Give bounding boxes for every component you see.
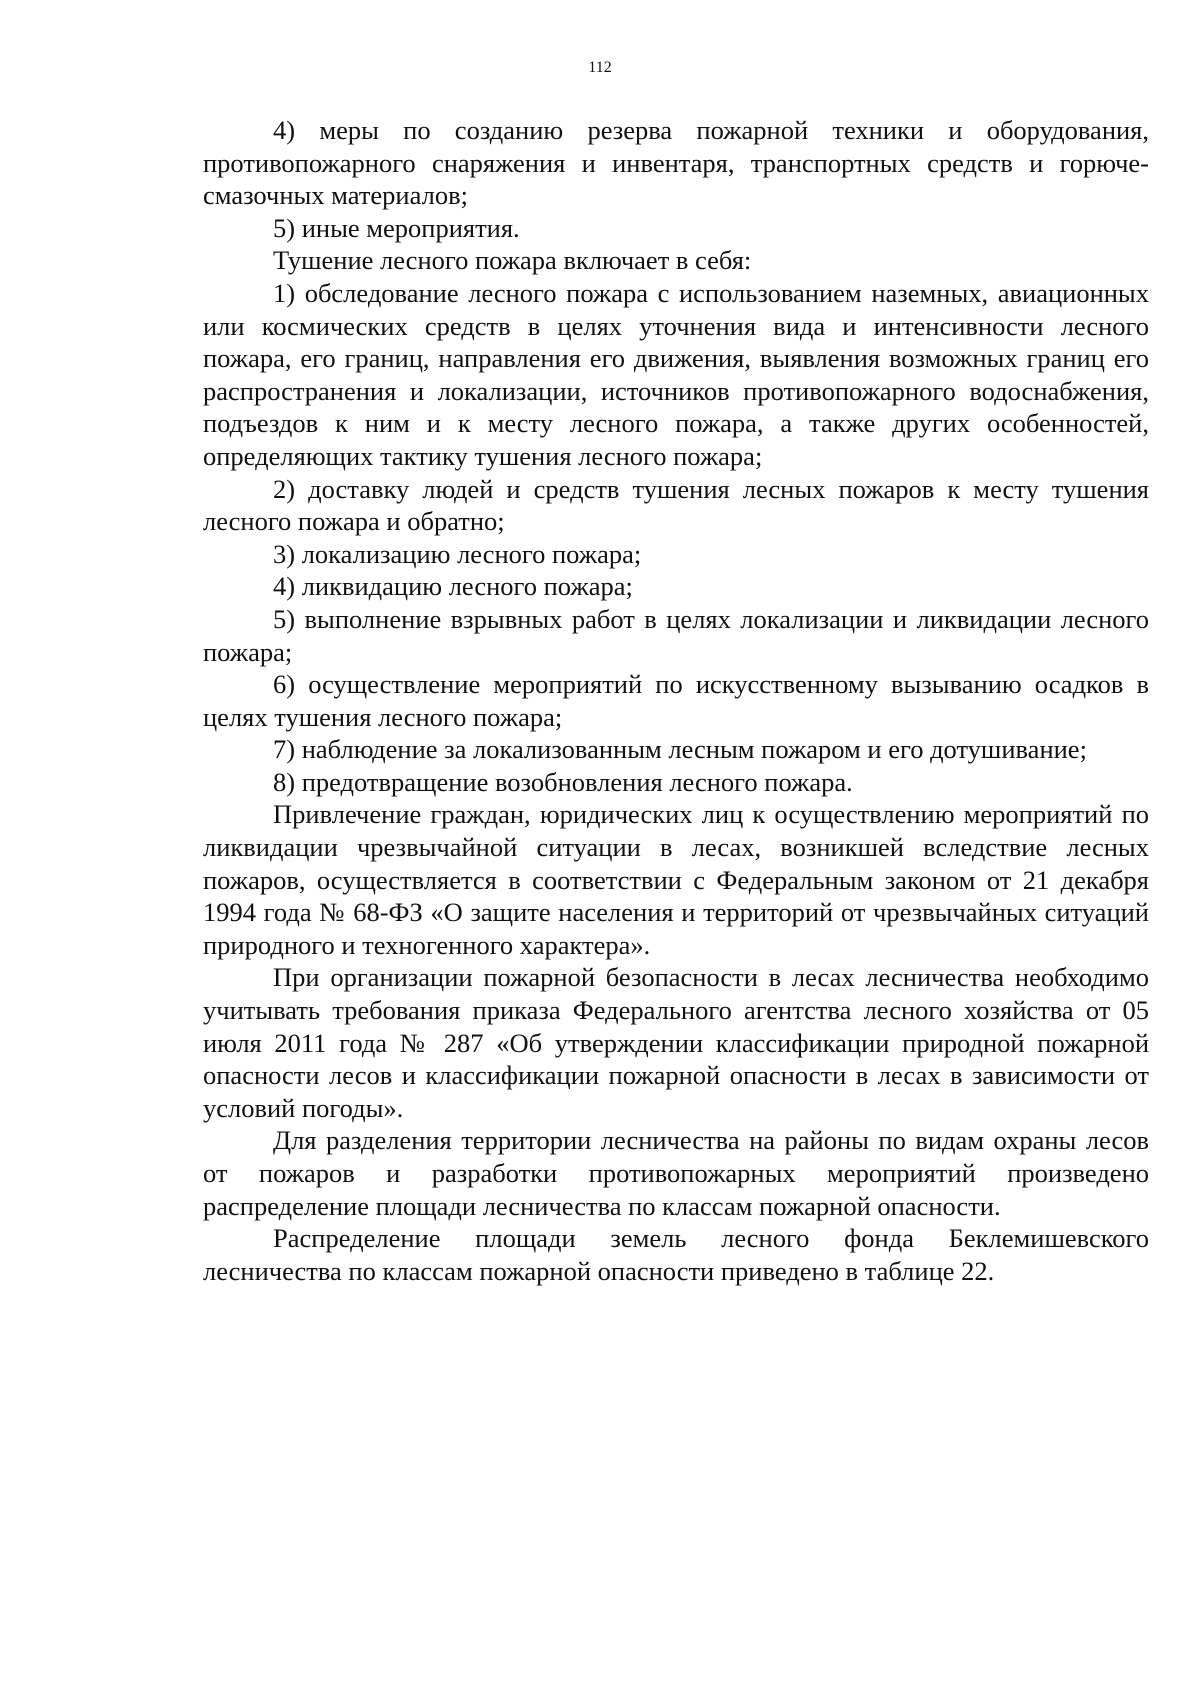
paragraph-step-4-liquidation: 4) ликвидацию лесного пожара; xyxy=(273,571,633,602)
paragraph-table-reference: Распределение площади земель лесного фонда Беклемишевского лесничества по классам пожарной опасности приведено в таблице 22. xyxy=(203,1223,1149,1286)
paragraph-extinguishing-intro: Тушение лесного пожара включает в себя: xyxy=(273,245,752,276)
page-number: 112 xyxy=(588,59,612,76)
paragraph-step-6-precipitation: 6) осуществление мероприятий по искусственному вызыванию осадков в целях тушения лесного пожара; xyxy=(203,669,1149,732)
paragraph-step-3-localization: 3) локализацию лесного пожара; xyxy=(273,538,642,569)
paragraph-territory-division: Для разделения территории лесничества на районы по видам охраны лесов от пожаров и разработки противопожарных мероприятий произведено распределение площади лесничества по классам пожарной опасности. xyxy=(203,1125,1149,1221)
paragraph-step-1-survey: 1) обследование лесного пожара с использованием наземных, авиационных или космических средств в целях уточнения вида и интенсивности лесного пожара, его границ, направления его движения, выявления возможных границ его распространения и локализации, источников противопожарного водоснабжения, подъездов к ним и к месту лесного пожара, а также других особенностей, определяющих тактику тушения лесного пожара; xyxy=(203,277,1149,471)
paragraph-step-7-observation: 7) наблюдение за локализованным лесным пожаром и его дотушивание; xyxy=(273,734,1087,765)
paragraph-step-5-blasting: 5) выполнение взрывных работ в целях локализации и ликвидации лесного пожара; xyxy=(203,603,1149,667)
paragraph-step-2-delivery: 2) доставку людей и средств тушения лесных пожаров к месту тушения лесного пожара и обратно; xyxy=(203,473,1149,537)
paragraph-fire-safety-order: При организации пожарной безопасности в лесах лесничества необходимо учитывать требования приказа Федерального агентства лесного хозяйства от 05 июля 2011 года № 287 «Об утверждении классификации природной пожарной опасности лесов и классификации пожарной опасности в лесах в зависимости от условий погоды». xyxy=(203,962,1149,1123)
paragraph-citizens-involvement: Привлечение граждан, юридических лиц к осуществлению мероприятий по ликвидации чрезвычайной ситуации в лесах, возникшей вследствие лесных пожаров, осуществляется в соответствии с Федеральным законом от 21 декабря 1994 года № 68-ФЗ «О защите населения и территорий от чрезвычайных ситуаций природного и техногенного характера». xyxy=(203,799,1149,960)
paragraph-step-8-prevention: 8) предотвращение возобновления лесного пожара. xyxy=(273,766,853,797)
document-body xyxy=(203,114,1149,1287)
paragraph-measure-4-reserve: 4) меры по созданию резерва пожарной техники и оборудования, противопожарного снаряжения и инвентаря, транспортных средств и горюче-смазочных материалов; xyxy=(203,115,1149,211)
paragraph-measure-5-other: 5) иные мероприятия. xyxy=(273,212,520,243)
